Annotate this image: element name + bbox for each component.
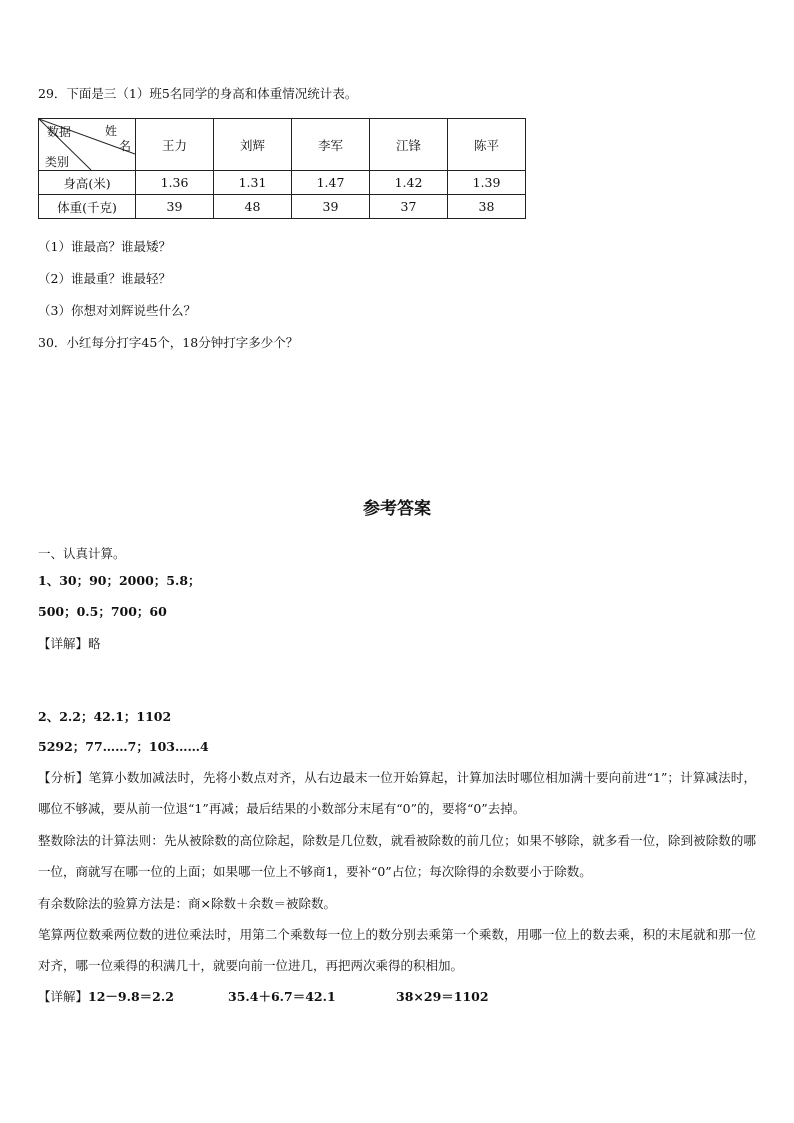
- table-cell: 1.36: [136, 171, 214, 195]
- corner-label-name-1: 姓: [105, 124, 118, 138]
- table-cell: 37: [370, 195, 448, 219]
- answer-2-line-2: 5292；77……7；103……4: [38, 739, 209, 754]
- stats-table: [38, 118, 526, 219]
- table-row-label: 身高(米): [39, 171, 136, 195]
- answer-2-analysis-1: 【分析】笔算小数加减法时，先将小数点对齐，从右边最末一位开始算起，计算加法时哪位相加满十要向前进“1”；计算减法时，哪位不够减，要从前一位退“1”再减；最后结果的小数部分末尾有“0”的，要将“0”去掉。: [38, 770, 756, 816]
- table-header-name: 陈平: [448, 119, 526, 171]
- calc-3: 38×29＝1102: [396, 989, 489, 1004]
- question-29-title: 29．下面是三（1）班5名同学的身高和体重情况统计表。: [38, 86, 358, 101]
- answer-2-analysis-4: 笔算两位数乘两位数的进位乘法时，用第二个乘数每一位上的数分别去乘第一个乘数，用哪一位上的数去乘，积的末尾就和那一位对齐，哪一位乘得的积满几十，就要向前一位进几，再把两次乘得的积相加。: [38, 927, 756, 973]
- table-cell: 1.39: [448, 171, 526, 195]
- table-header-name: 李军: [292, 119, 370, 171]
- question-29-sub-2: （2）谁最重？谁最轻？: [38, 271, 171, 286]
- answer-1-detail: 【详解】略: [38, 636, 101, 651]
- table-header-name: 王力: [136, 119, 214, 171]
- answer-section-title: 参考答案: [363, 499, 431, 519]
- section-1-title: 一、认真计算。: [38, 546, 126, 561]
- answer-2-line-1: 2、2.2；42.1；1102: [38, 709, 172, 724]
- answer-2-analysis-3: 有余数除法的验算方法是：商×除数＋余数＝被除数。: [38, 896, 336, 911]
- calc-1: 12－9.8＝2.2: [88, 989, 174, 1004]
- table-header-row: [39, 119, 526, 171]
- question-29-sub-1: （1）谁最高？谁最矮？: [38, 239, 171, 254]
- table-row-label: 体重(千克): [39, 195, 136, 219]
- question-30-title: 30．小红每分打字45个，18分钟打字多少个？: [38, 335, 299, 350]
- question-29-sub-3: （3）你想对刘辉说些什么？: [38, 303, 196, 318]
- table-header-name: 江锋: [370, 119, 448, 171]
- detail-label: 【详解】: [38, 989, 89, 1004]
- table-row-height: [39, 171, 526, 195]
- corner-label-name-2: 名: [119, 139, 132, 153]
- answer-1-line-1: 1、30；90；2000；5.8；: [38, 573, 201, 588]
- table-cell: 1.42: [370, 171, 448, 195]
- table-cell: 1.47: [292, 171, 370, 195]
- corner-label-category: 类别: [45, 155, 70, 169]
- table-cell: 38: [448, 195, 526, 219]
- calc-2: 35.4＋6.7＝42.1: [228, 989, 336, 1004]
- table-corner-cell: [39, 119, 136, 171]
- answer-2-detail: [38, 989, 489, 1005]
- table-row-weight: [39, 195, 526, 219]
- table-header-name: 刘辉: [214, 119, 292, 171]
- corner-label-data: 数据: [47, 125, 72, 139]
- table-cell: 39: [292, 195, 370, 219]
- table-cell: 39: [136, 195, 214, 219]
- answer-1-line-2: 500；0.5；700；60: [38, 604, 167, 619]
- answer-2-analysis-2: 整数除法的计算法则：先从被除数的高位除起，除数是几位数，就看被除数的前几位；如果不够除，就多看一位，除到被除数的哪一位，商就写在哪一位的上面；如果哪一位上不够商1，要补“0”占位；每次除得的余数要小于除数。: [38, 833, 756, 879]
- table-cell: 48: [214, 195, 292, 219]
- table-cell: 1.31: [214, 171, 292, 195]
